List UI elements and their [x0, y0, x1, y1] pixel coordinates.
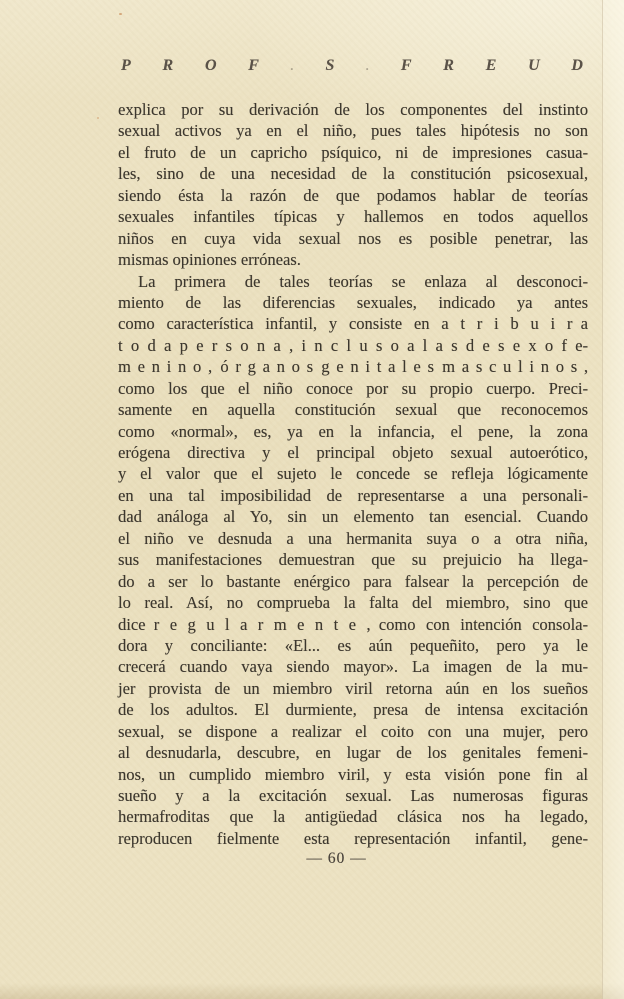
text-line: do a ser lo bastante enérgico para falsear la percepción de	[118, 571, 588, 591]
page-edge-shading	[602, 0, 624, 999]
text-line: y el valor que el sujeto le concede se refleja lógicamente	[118, 464, 588, 484]
text-line: sexual activos ya en el niño, pues tales hipótesis no son	[118, 121, 588, 141]
header-letter: .	[290, 59, 294, 73]
text-line: explica por su derivación de los componentes del instinto	[118, 100, 588, 119]
header-letter: O	[204, 57, 217, 74]
text-block	[118, 99, 588, 849]
text-line: t o d a p e r s o n a , i n c l u s o a l a s d e s e x o f e-	[118, 335, 588, 355]
header-letter: F	[400, 57, 412, 74]
header-letter: D	[571, 57, 583, 74]
text-line: en una tal imposibilidad de representarse a una personali-	[118, 485, 588, 505]
page-number: — 60 —	[306, 850, 367, 867]
text-line: como los que el niño conoce por su propio cuerpo. Preci-	[118, 378, 588, 398]
header-letter: P	[121, 57, 131, 74]
text-line: erógena directiva y el principal objeto sexual autoerótico,	[118, 443, 588, 462]
text-line: dad análoga al Yo, sin un elemento tan esencial. Cuando	[118, 507, 588, 527]
text-line: crecerá cuando vaya siendo mayor». La imagen de la mu-	[118, 657, 588, 677]
text-line: reproducen fielmente esta representación infantil, gene-	[118, 828, 588, 848]
text-line: como «normal», es, ya en la infancia, el pene, la zona	[118, 421, 588, 441]
text-line: niños en cuya vida sexual nos es posible penetrar, las	[118, 228, 588, 248]
paper-speck	[119, 13, 122, 15]
header-letter: R	[443, 57, 454, 74]
text-line: les, sino de una necesidad de la constitución psicosexual,	[118, 164, 588, 184]
text-line: lo real. Así, no comprueba la falta del miembro, sino que	[118, 593, 588, 613]
text-line: nos, un cumplido miembro viril, y esta visión pone fin al	[118, 764, 588, 784]
text-line: m e n i n o , ó r g a n o s g e n i t a l e s m a s c u l i n o s ,	[118, 357, 588, 377]
text-line: siendo ésta la razón de que podamos hablar de teorías	[118, 185, 588, 205]
text-line: hermafroditas que la antigüedad clásica nos ha legado,	[118, 807, 588, 827]
text-line: dora y conciliante: «El... es aún pequeñito, pero ya le	[118, 635, 588, 655]
text-line: jer provista de un miembro viril retorna aún en los sueños	[118, 678, 588, 698]
text-line: como característica infantil, y consiste en a t r i b u i r a	[118, 314, 588, 334]
text-line: sueño y a la excitación sexual. Las numerosas figuras	[118, 786, 588, 805]
text-line: miento de las diferencias sexuales, indicado ya antes	[118, 292, 588, 312]
text-line: el fruto de un capricho psíquico, ni de impresiones casua-	[118, 142, 588, 162]
running-header	[121, 56, 583, 76]
paper-speck	[97, 117, 99, 119]
text-line: dice r e g u l a r m e n t e , como con intención consola-	[118, 614, 588, 634]
header-letter: U	[528, 57, 540, 74]
text-line: de los adultos. El durmiente, presa de intensa excitación	[118, 700, 588, 720]
text-line: sexuales infantiles típicas y hallemos en todos aquellos	[118, 207, 588, 227]
header-letter: S	[325, 57, 335, 74]
text-line: sus manifestaciones demuestran que su prejuicio ha llega-	[118, 550, 588, 570]
text-line: samente en aquella constitución sexual que reconocemos	[118, 400, 588, 420]
header-letter: .	[366, 59, 370, 73]
text-line: al desnudarla, descubre, en lugar de los genitales femeni-	[118, 743, 588, 763]
text-line: mismas opiniones erróneas.	[118, 250, 301, 270]
text-line: La primera de tales teorías se enlaza al desconoci-	[138, 271, 588, 291]
text-line: sexual, se dispone a realizar el coito con una mujer, pero	[118, 721, 588, 741]
header-letter: F	[248, 57, 259, 74]
text-line: el niño ve desnuda a una hermanita suya o a otra niña,	[118, 528, 588, 548]
header-letter: R	[162, 57, 174, 74]
header-letter: E	[485, 57, 497, 74]
